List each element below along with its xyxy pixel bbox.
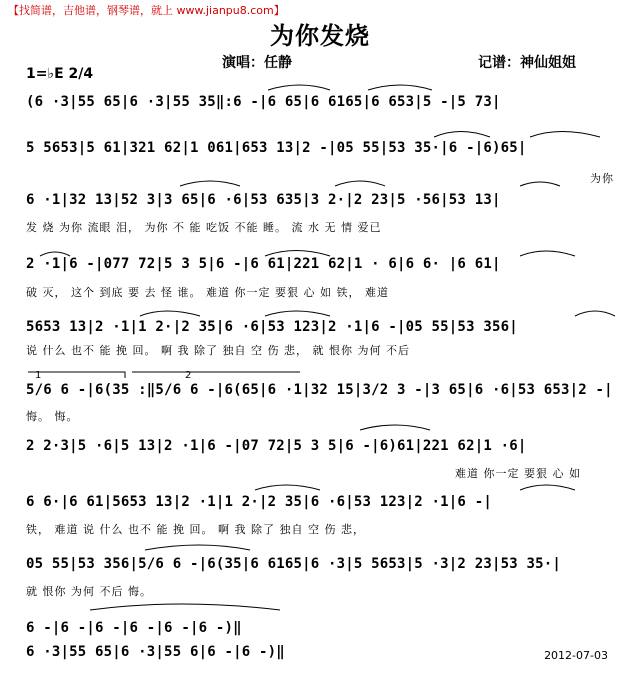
lyric-line: 说 什么 也不 能 挽 回。 啊 我 除了 独自 空 伤 悲， 就 恨你 为何 不后 bbox=[26, 344, 410, 357]
slur bbox=[140, 311, 200, 316]
slur bbox=[268, 85, 330, 90]
song-title: 为你发烧 bbox=[270, 22, 370, 50]
slur bbox=[90, 604, 280, 610]
slur bbox=[265, 311, 330, 316]
volta-number-2: 2 bbox=[185, 370, 192, 381]
slur bbox=[575, 311, 615, 316]
date-stamp: 2012-07-03 bbox=[544, 649, 608, 662]
lyric-line: 破 灭， 这个 到底 要 去 怪 谁。 难道 你一定 要狠 心 如 铁， 难道 bbox=[26, 286, 389, 299]
watermark: 【找简谱，吉他谱，钢琴谱，就上 www.jianpu8.com】 bbox=[8, 4, 285, 17]
notation-line: (6 ·3|55 65|6 ·3|55 35‖:6 -|6 65|6 6165|6 653|5 -|5 73| bbox=[26, 94, 501, 110]
lyric-line: 为你 bbox=[590, 172, 614, 185]
slur bbox=[530, 132, 600, 138]
slur bbox=[255, 485, 320, 490]
notation-line: 5/6 6 -|6(35 :‖5/6 6 -|6(65|6 ·1|32 15|3/2 3 -|3 65|6 ·6|53 653|2 -| bbox=[26, 382, 613, 398]
slur bbox=[360, 425, 430, 430]
lyric-line: 铁， 难道 说 什么 也不 能 挽 回。 啊 我 除了 独自 空 伤 悲， bbox=[26, 523, 365, 536]
slur bbox=[180, 181, 240, 186]
singer-credit: 演唱：任静 bbox=[222, 55, 292, 71]
notation-line: 6 6·|6 61|5653 13|2 ·1|1 2·|2 35|6 ·6|53 123|2 ·1|6 -| bbox=[26, 494, 492, 510]
volta-1-bracket bbox=[28, 372, 125, 378]
slur bbox=[520, 251, 575, 256]
slur bbox=[335, 181, 385, 186]
slur bbox=[434, 132, 490, 138]
notation-line: 5 5653|5 61|321 62|1 061|653 13|2 -|05 55|53 35·|6 -|6)65| bbox=[26, 140, 527, 156]
transcriber-credit: 记谱：神仙姐姐 bbox=[478, 55, 576, 71]
notation-line: 5653 13|2 ·1|1 2·|2 35|6 ·6|53 123|2 ·1|6 -|05 55|53 356| bbox=[26, 319, 518, 335]
slur bbox=[145, 545, 250, 550]
notation-line: 6 ·3|55 65|6 ·3|55 6|6 -|6 -)‖ bbox=[26, 644, 285, 660]
slur bbox=[520, 182, 560, 186]
lyric-line: 悔。 悔。 bbox=[26, 410, 79, 423]
notation-line: 6 ·1|32 13|52 3|3 65|6 ·6|53 635|3 2·|2 23|5 ·56|53 13| bbox=[26, 192, 501, 208]
volta-number-1: 1 bbox=[35, 370, 42, 381]
lyric-line: 难道 你一定 要狠 心 如 bbox=[455, 467, 581, 480]
notation-line: 2 ·1|6 -|077 72|5 3 5|6 -|6 61|221 62|1 · 6|6 6· |6 61| bbox=[26, 256, 501, 272]
notation-line: 05 55|53 356|5/6 6 -|6(35|6 6165|6 ·3|5 5653|5 ·3|2 23|53 35·| bbox=[26, 556, 561, 572]
lyric-line: 发 烧 为你 流眼 泪， 为你 不 能 吃饭 不能 睡。 流 水 无 情 爱已 bbox=[26, 221, 382, 234]
notation-line: 2 2·3|5 ·6|5 13|2 ·1|6 -|07 72|5 3 5|6 -|6)61|221 62|1 ·6| bbox=[26, 438, 527, 454]
slur bbox=[368, 85, 432, 90]
key-signature: 1=♭E 2/4 bbox=[26, 66, 94, 82]
notation-line: 6 -|6 -|6 -|6 -|6 -|6 -)‖ bbox=[26, 620, 242, 636]
slur bbox=[520, 485, 575, 490]
lyric-line: 就 恨你 为何 不后 悔。 bbox=[26, 585, 152, 598]
